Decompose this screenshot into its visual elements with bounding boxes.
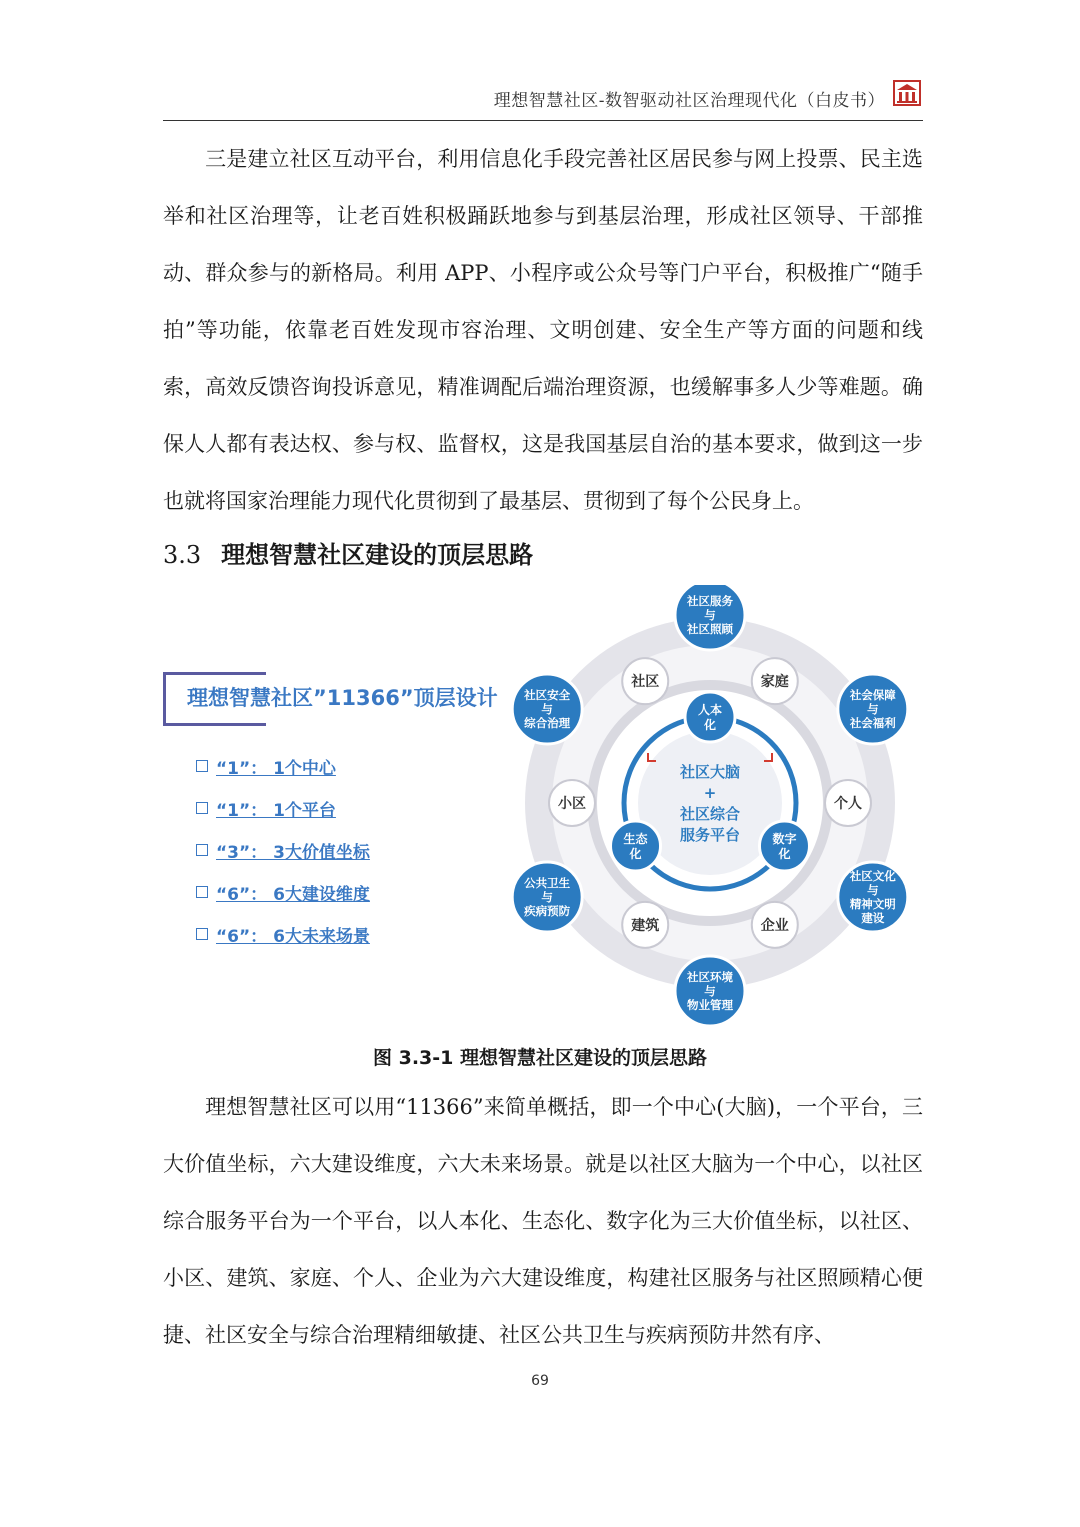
checkbox-icon xyxy=(196,928,208,940)
legend-item: “6”： 6大未来场景 xyxy=(196,913,370,955)
top-level-design-diagram xyxy=(500,585,920,1025)
legend-item: “3”： 3大价值坐标 xyxy=(196,829,370,871)
checkbox-icon xyxy=(196,886,208,898)
scene-label: 社会福利 xyxy=(849,716,896,731)
scene-label: 物业管理 xyxy=(687,998,733,1013)
scene-label: 综合治理 xyxy=(524,716,571,731)
dimension-label: 小区 xyxy=(558,796,586,812)
scene-label: 公共卫生 xyxy=(524,876,571,891)
scene-label: 与 xyxy=(541,702,553,717)
paragraph-1: 三是建立社区互动平台，利用信息化手段完善社区居民参与网上投票、民主选举和社区治理等，让老百姓积极踊跃地参与到基层治理，形成社区领导、干部推动、群众参与的新格局。利用 APP、小程序或公众号等门户平台，积极推广“随手拍”等功能，依靠老百姓发现市容治理、文明创建、安全生产等方面的问题和线索，高效反馈咨询投诉意见，精准调配后端治理资源，也缓解事多人少等难题。确保人人都有表达权、参与权、监督权，这是我国基层自治的基本要求，做到这一步也就将国家治理能力现代化贯彻到了最基层、贯彻到了每个公民身上。 xyxy=(163,147,923,513)
checkbox-icon xyxy=(196,760,208,772)
dimension-label: 家庭 xyxy=(760,674,789,691)
dimension-label: 社区 xyxy=(631,674,660,691)
scene-label: 社区照顾 xyxy=(687,622,733,637)
scene-label: 社区文化 xyxy=(849,869,896,884)
scene-label: 疾病预防 xyxy=(524,904,571,919)
figure-caption: 图 3.3-1 理想智慧社区建设的顶层思路 xyxy=(373,1047,707,1069)
section-heading xyxy=(163,535,533,570)
value-label: 化 xyxy=(703,717,717,732)
value-label: 生态 xyxy=(623,831,648,846)
checkbox-icon xyxy=(196,802,208,814)
page-header xyxy=(163,68,923,121)
legend-list xyxy=(196,745,370,955)
header-title: 理想智慧社区-数智驱动社区治理现代化（白皮书） xyxy=(493,91,885,111)
center-label: 社区大脑 xyxy=(679,762,741,781)
scene-label: 社区环境 xyxy=(687,970,733,985)
legend-item: “1”： 1个中心 xyxy=(196,745,370,787)
value-label: 人本 xyxy=(697,702,723,717)
dimension-label: 企业 xyxy=(760,917,789,934)
value-label: 化 xyxy=(778,846,791,861)
scene-label: 与 xyxy=(867,702,879,717)
center-label: 社区综合 xyxy=(679,804,741,823)
scene-label: 建设 xyxy=(861,911,885,926)
scene-label: 与 xyxy=(704,608,716,623)
paragraph-2: 理想智慧社区可以用“11366”来简单概括，即一个中心(大脑)，一个平台，三大价值坐标，六大建设维度，六大未来场景。就是以社区大脑为一个中心，以社区综合服务平台为一个平台，以人本化、生态化、数字化为三大价值坐标，以社区、小区、建筑、家庭、个人、企业为六大建设维度，构建社区服务与社区照顾精心便捷、社区安全与综合治理精细敏捷、社区公共卫生与疾病预防井然有序、 xyxy=(163,1095,923,1347)
scene-label: 与 xyxy=(704,984,716,999)
page-number: 69 xyxy=(531,1373,549,1389)
checkbox-icon xyxy=(196,844,208,856)
scene-label: 社会保障 xyxy=(849,688,896,703)
dimension-label: 建筑 xyxy=(631,917,660,934)
legend-item: “6”： 6大建设维度 xyxy=(196,871,370,913)
value-label: 化 xyxy=(629,846,642,861)
scene-label: 与 xyxy=(541,890,553,905)
section-title: 理想智慧社区建设的顶层思路 xyxy=(221,541,534,569)
building-logo-icon xyxy=(893,80,921,106)
dimension-label: 个人 xyxy=(834,796,862,812)
center-label: + xyxy=(703,783,717,802)
value-label: 数字 xyxy=(772,831,797,846)
legend-item: “1”： 1个平台 xyxy=(196,787,370,829)
center-label: 服务平台 xyxy=(679,825,741,844)
scene-label: 社区安全 xyxy=(524,688,571,703)
scene-label: 与 xyxy=(867,883,879,898)
scene-label: 精神文明 xyxy=(849,897,896,912)
scene-label: 社区服务 xyxy=(687,594,733,609)
section-number: 3.3 xyxy=(163,541,202,569)
figure-title: 理想智慧社区”11366”顶层设计 xyxy=(187,686,498,710)
